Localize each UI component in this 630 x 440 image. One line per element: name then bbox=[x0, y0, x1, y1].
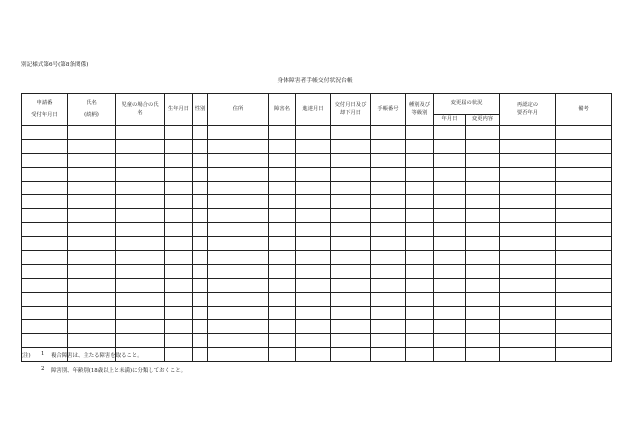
table-cell bbox=[371, 181, 406, 195]
table-cell bbox=[466, 126, 500, 140]
table-cell bbox=[331, 126, 371, 140]
table-cell bbox=[269, 237, 296, 251]
header-address: 住所 bbox=[208, 94, 269, 126]
table-cell bbox=[406, 251, 434, 265]
header-change-content: 変更内容 bbox=[466, 115, 500, 126]
table-cell bbox=[406, 334, 434, 348]
table-cell bbox=[556, 251, 612, 265]
table-cell bbox=[466, 195, 500, 209]
table-cell bbox=[296, 320, 331, 334]
table-cell bbox=[296, 195, 331, 209]
table-cell bbox=[193, 237, 208, 251]
table-cell bbox=[296, 278, 331, 292]
table-cell bbox=[296, 251, 331, 265]
table-cell bbox=[371, 251, 406, 265]
table-cell bbox=[208, 264, 269, 278]
table-cell bbox=[116, 153, 165, 167]
table-cell bbox=[165, 223, 193, 237]
table-cell bbox=[500, 320, 556, 334]
table-cell bbox=[466, 167, 500, 181]
table-cell bbox=[193, 195, 208, 209]
table-cell bbox=[296, 237, 331, 251]
table-cell bbox=[371, 209, 406, 223]
table-cell bbox=[116, 320, 165, 334]
table-cell bbox=[406, 181, 434, 195]
table-cell bbox=[466, 237, 500, 251]
table-cell bbox=[556, 181, 612, 195]
table-row bbox=[22, 306, 612, 320]
table-cell bbox=[466, 153, 500, 167]
table-cell bbox=[165, 167, 193, 181]
table-cell bbox=[68, 334, 116, 348]
table-cell bbox=[331, 153, 371, 167]
table-cell bbox=[331, 292, 371, 306]
table-cell bbox=[208, 278, 269, 292]
table-cell bbox=[116, 181, 165, 195]
table-cell bbox=[556, 209, 612, 223]
table-cell bbox=[22, 264, 68, 278]
table-cell bbox=[371, 306, 406, 320]
table-cell bbox=[331, 348, 371, 362]
table-cell bbox=[331, 264, 371, 278]
table-cell bbox=[116, 223, 165, 237]
table-cell bbox=[208, 251, 269, 265]
table-cell bbox=[193, 223, 208, 237]
table-row bbox=[22, 153, 612, 167]
table-cell bbox=[500, 334, 556, 348]
table-cell bbox=[269, 278, 296, 292]
table-cell bbox=[406, 292, 434, 306]
table-cell bbox=[371, 237, 406, 251]
table-cell bbox=[193, 306, 208, 320]
table-cell bbox=[296, 209, 331, 223]
table-cell bbox=[68, 153, 116, 167]
table-cell bbox=[208, 320, 269, 334]
table-cell bbox=[434, 167, 466, 181]
table-cell bbox=[500, 167, 556, 181]
table-cell bbox=[193, 348, 208, 362]
table-cell bbox=[165, 306, 193, 320]
table-cell bbox=[22, 153, 68, 167]
table-cell bbox=[434, 292, 466, 306]
table-row bbox=[22, 292, 612, 306]
table-cell bbox=[22, 167, 68, 181]
table-cell bbox=[208, 167, 269, 181]
table-cell bbox=[193, 139, 208, 153]
note-number: 1 bbox=[41, 351, 45, 357]
table-cell bbox=[165, 292, 193, 306]
table-cell bbox=[296, 334, 331, 348]
table-cell bbox=[406, 195, 434, 209]
table-cell bbox=[296, 126, 331, 140]
table-cell bbox=[68, 223, 116, 237]
table-cell bbox=[466, 306, 500, 320]
table-cell bbox=[556, 139, 612, 153]
table-cell bbox=[208, 334, 269, 348]
table-row bbox=[22, 334, 612, 348]
table-cell bbox=[116, 209, 165, 223]
header-name: 氏名 (続柄) bbox=[68, 94, 116, 126]
table-cell bbox=[68, 320, 116, 334]
header-grade: 種別及び等級別 bbox=[406, 94, 434, 126]
table-row bbox=[22, 181, 612, 195]
table-cell bbox=[208, 139, 269, 153]
table-cell bbox=[165, 181, 193, 195]
header-child-name: 児童の場合の氏名 bbox=[116, 94, 165, 126]
table-cell bbox=[371, 264, 406, 278]
table-cell bbox=[466, 139, 500, 153]
table-cell bbox=[165, 126, 193, 140]
table-cell bbox=[331, 306, 371, 320]
table-cell bbox=[371, 223, 406, 237]
table-cell bbox=[466, 264, 500, 278]
table-cell bbox=[434, 181, 466, 195]
table-cell bbox=[68, 167, 116, 181]
table-cell bbox=[22, 306, 68, 320]
table-cell bbox=[500, 153, 556, 167]
header-issue-date: 交付月日及び却下月日 bbox=[331, 94, 371, 126]
table-cell bbox=[406, 209, 434, 223]
table-cell bbox=[68, 195, 116, 209]
table-cell bbox=[371, 348, 406, 362]
table-cell bbox=[269, 181, 296, 195]
table-cell bbox=[116, 306, 165, 320]
table-cell bbox=[371, 126, 406, 140]
table-cell bbox=[331, 237, 371, 251]
table-cell bbox=[466, 292, 500, 306]
table-cell bbox=[434, 320, 466, 334]
table-cell bbox=[296, 264, 331, 278]
table-cell bbox=[466, 320, 500, 334]
table-cell bbox=[406, 264, 434, 278]
table-cell bbox=[371, 153, 406, 167]
header-change-group: 変更届の状況 bbox=[434, 94, 500, 115]
table-cell bbox=[208, 223, 269, 237]
table-cell bbox=[556, 167, 612, 181]
table-cell bbox=[371, 320, 406, 334]
table-cell bbox=[22, 334, 68, 348]
table-cell bbox=[331, 195, 371, 209]
table-cell bbox=[22, 320, 68, 334]
table-cell bbox=[500, 292, 556, 306]
table-cell bbox=[331, 278, 371, 292]
table-cell bbox=[22, 278, 68, 292]
table-cell bbox=[371, 195, 406, 209]
table-cell bbox=[116, 278, 165, 292]
table-row bbox=[22, 139, 612, 153]
table-cell bbox=[165, 264, 193, 278]
table-cell bbox=[208, 348, 269, 362]
table-cell bbox=[208, 195, 269, 209]
table-row bbox=[22, 320, 612, 334]
table-cell bbox=[269, 264, 296, 278]
table-cell bbox=[406, 153, 434, 167]
table-cell bbox=[406, 348, 434, 362]
note-text: 複合障害は、主たる障害を取ること。 bbox=[51, 353, 143, 359]
table-cell bbox=[269, 251, 296, 265]
document-title: 身体障害者手帳交付状況台帳 bbox=[277, 78, 353, 84]
table-cell bbox=[116, 195, 165, 209]
header-application: 申請番 受付年月日 bbox=[22, 94, 68, 126]
table-cell bbox=[331, 334, 371, 348]
table-cell bbox=[434, 153, 466, 167]
table-cell bbox=[193, 264, 208, 278]
table-cell bbox=[556, 126, 612, 140]
table-cell bbox=[556, 320, 612, 334]
table-row bbox=[22, 251, 612, 265]
table-cell bbox=[193, 181, 208, 195]
table-cell bbox=[193, 278, 208, 292]
table-cell bbox=[556, 334, 612, 348]
table-cell bbox=[22, 223, 68, 237]
table-cell bbox=[165, 251, 193, 265]
table-cell bbox=[434, 195, 466, 209]
table-cell bbox=[556, 264, 612, 278]
table-cell bbox=[116, 292, 165, 306]
table-cell bbox=[331, 139, 371, 153]
table-cell bbox=[269, 195, 296, 209]
header-notify-date: 進達月日 bbox=[296, 94, 331, 126]
table-cell bbox=[165, 348, 193, 362]
table-cell bbox=[296, 348, 331, 362]
table-cell bbox=[116, 139, 165, 153]
table-cell bbox=[22, 126, 68, 140]
table-cell bbox=[165, 139, 193, 153]
table-cell bbox=[406, 223, 434, 237]
table-cell bbox=[434, 264, 466, 278]
table-cell bbox=[165, 334, 193, 348]
table-cell bbox=[208, 306, 269, 320]
table-cell bbox=[269, 348, 296, 362]
table-cell bbox=[466, 209, 500, 223]
table-cell bbox=[466, 251, 500, 265]
table-cell bbox=[406, 167, 434, 181]
table-cell bbox=[500, 181, 556, 195]
table-cell bbox=[556, 223, 612, 237]
table-cell bbox=[116, 264, 165, 278]
table-cell bbox=[331, 167, 371, 181]
table-cell bbox=[165, 195, 193, 209]
table-cell bbox=[208, 181, 269, 195]
table-cell bbox=[22, 195, 68, 209]
table-cell bbox=[556, 278, 612, 292]
table-row bbox=[22, 209, 612, 223]
table-cell bbox=[68, 264, 116, 278]
table-cell bbox=[22, 209, 68, 223]
table-cell bbox=[500, 209, 556, 223]
table-cell bbox=[193, 153, 208, 167]
table-cell bbox=[296, 153, 331, 167]
table-cell bbox=[68, 306, 116, 320]
table-row bbox=[22, 278, 612, 292]
table-cell bbox=[269, 153, 296, 167]
table-cell bbox=[466, 334, 500, 348]
table-cell bbox=[165, 153, 193, 167]
table-cell bbox=[556, 292, 612, 306]
table-cell bbox=[434, 209, 466, 223]
table-cell bbox=[68, 126, 116, 140]
table-row bbox=[22, 126, 612, 140]
table-cell bbox=[331, 320, 371, 334]
table-cell bbox=[556, 348, 612, 362]
table-cell bbox=[269, 223, 296, 237]
table-cell bbox=[406, 237, 434, 251]
table-cell bbox=[434, 126, 466, 140]
table-cell bbox=[269, 292, 296, 306]
table-cell bbox=[331, 181, 371, 195]
table-cell bbox=[22, 251, 68, 265]
table-cell bbox=[193, 334, 208, 348]
table-cell bbox=[406, 278, 434, 292]
table-cell bbox=[165, 237, 193, 251]
table-cell bbox=[500, 251, 556, 265]
table-cell bbox=[116, 334, 165, 348]
table-cell bbox=[22, 292, 68, 306]
table-cell bbox=[68, 181, 116, 195]
table-cell bbox=[406, 126, 434, 140]
table-cell bbox=[296, 223, 331, 237]
table-cell bbox=[296, 181, 331, 195]
table-cell bbox=[556, 306, 612, 320]
table-cell bbox=[296, 292, 331, 306]
table-cell bbox=[116, 167, 165, 181]
table-cell bbox=[68, 139, 116, 153]
table-row bbox=[22, 264, 612, 278]
table-cell bbox=[193, 251, 208, 265]
table-cell bbox=[434, 334, 466, 348]
table-cell bbox=[269, 209, 296, 223]
table-cell bbox=[22, 181, 68, 195]
header-book-number: 手帳番号 bbox=[371, 94, 406, 126]
header-recertification: 再認定の 要否年月 bbox=[500, 94, 556, 126]
table-row bbox=[22, 167, 612, 181]
table-cell bbox=[556, 237, 612, 251]
table-cell bbox=[434, 139, 466, 153]
table-cell bbox=[406, 139, 434, 153]
table-cell bbox=[116, 126, 165, 140]
table-cell bbox=[208, 292, 269, 306]
header-remarks: 備考 bbox=[556, 94, 612, 126]
table-cell bbox=[500, 264, 556, 278]
table-cell bbox=[68, 237, 116, 251]
table-row bbox=[22, 195, 612, 209]
header-sex: 性別 bbox=[193, 94, 208, 126]
table-cell bbox=[296, 139, 331, 153]
table-cell bbox=[371, 139, 406, 153]
table-cell bbox=[500, 195, 556, 209]
table-cell bbox=[165, 320, 193, 334]
table-cell bbox=[500, 237, 556, 251]
table-cell bbox=[371, 278, 406, 292]
table-cell bbox=[500, 348, 556, 362]
table-cell bbox=[331, 209, 371, 223]
note-text: 障害別、年齢別(18歳以上と未満)に分類しておくこと。 bbox=[51, 368, 187, 374]
table-cell bbox=[193, 209, 208, 223]
table-cell bbox=[296, 167, 331, 181]
table-cell bbox=[269, 126, 296, 140]
table-cell bbox=[269, 167, 296, 181]
table-cell bbox=[556, 153, 612, 167]
header-birth-date: 生年月日 bbox=[165, 94, 193, 126]
table-cell bbox=[434, 251, 466, 265]
table-cell bbox=[193, 320, 208, 334]
table-cell bbox=[296, 306, 331, 320]
table-cell bbox=[331, 223, 371, 237]
table-cell bbox=[466, 223, 500, 237]
table-cell bbox=[406, 306, 434, 320]
table-cell bbox=[165, 278, 193, 292]
table-cell bbox=[500, 278, 556, 292]
table-cell bbox=[466, 348, 500, 362]
ledger-table bbox=[21, 93, 612, 362]
table-cell bbox=[208, 209, 269, 223]
table-row bbox=[22, 237, 612, 251]
table-cell bbox=[193, 292, 208, 306]
note-number: 2 bbox=[41, 366, 45, 372]
table-cell bbox=[68, 278, 116, 292]
table-cell bbox=[269, 320, 296, 334]
table-cell bbox=[193, 167, 208, 181]
table-cell bbox=[500, 223, 556, 237]
table-cell bbox=[22, 139, 68, 153]
note-prefix: (注) bbox=[21, 353, 31, 359]
table-cell bbox=[269, 306, 296, 320]
table-cell bbox=[500, 306, 556, 320]
table-cell bbox=[208, 126, 269, 140]
table-cell bbox=[434, 348, 466, 362]
table-cell bbox=[371, 334, 406, 348]
table-cell bbox=[269, 334, 296, 348]
table-cell bbox=[68, 292, 116, 306]
table-cell bbox=[331, 251, 371, 265]
table-cell bbox=[434, 306, 466, 320]
table-cell bbox=[116, 237, 165, 251]
table-cell bbox=[434, 278, 466, 292]
table-cell bbox=[165, 209, 193, 223]
table-cell bbox=[434, 237, 466, 251]
form-label: 別記様式第6号(第8条関係) bbox=[21, 62, 89, 68]
table-cell bbox=[193, 126, 208, 140]
table-cell bbox=[68, 251, 116, 265]
table-cell bbox=[116, 251, 165, 265]
table-cell bbox=[556, 195, 612, 209]
table-row bbox=[22, 223, 612, 237]
table-cell bbox=[434, 223, 466, 237]
table-cell bbox=[208, 153, 269, 167]
table-cell bbox=[466, 278, 500, 292]
table-cell bbox=[406, 320, 434, 334]
table-cell bbox=[371, 167, 406, 181]
table-cell bbox=[269, 139, 296, 153]
table-cell bbox=[208, 237, 269, 251]
table-cell bbox=[466, 181, 500, 195]
header-change-date: 年月日 bbox=[434, 115, 466, 126]
table-cell bbox=[500, 126, 556, 140]
table-cell bbox=[22, 237, 68, 251]
table-cell bbox=[68, 209, 116, 223]
table-cell bbox=[371, 292, 406, 306]
header-disability: 障害名 bbox=[269, 94, 296, 126]
table-cell bbox=[500, 139, 556, 153]
